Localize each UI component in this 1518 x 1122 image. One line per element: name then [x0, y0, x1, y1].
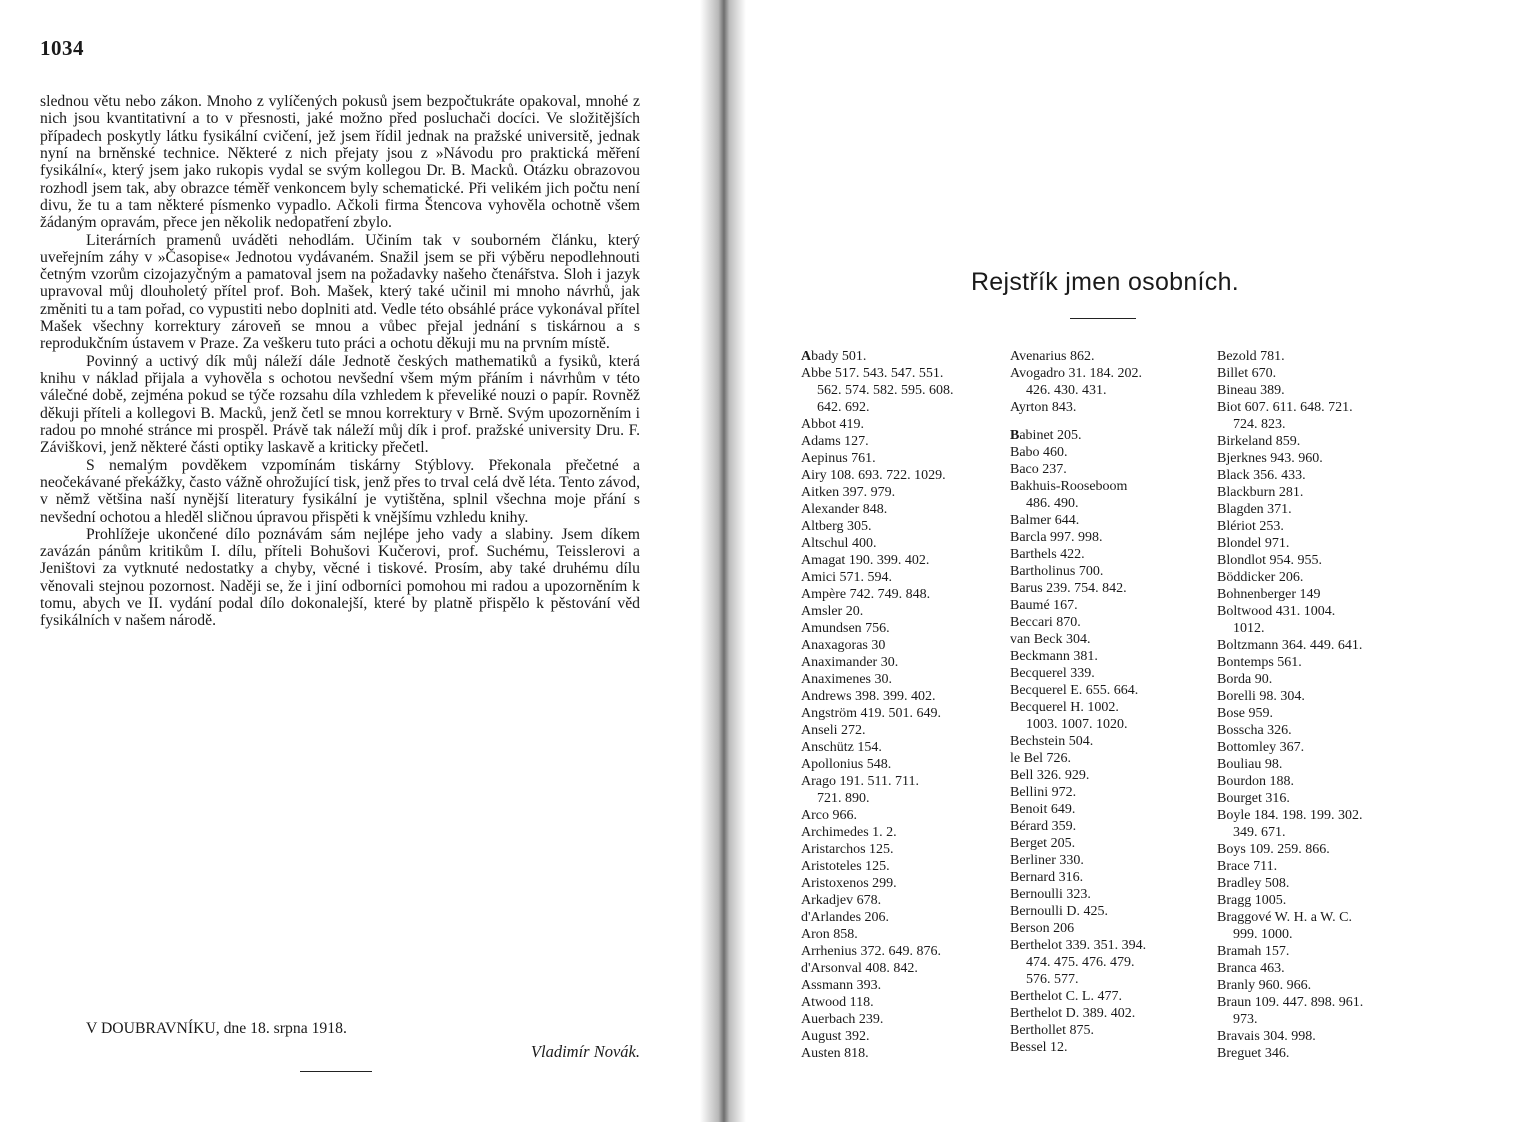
index-entry: Bohnenberger 149 [1217, 587, 1321, 602]
index-entry: Anaxagoras 30 [801, 638, 886, 653]
index-columns [801, 348, 1518, 1088]
index-entry: Bosscha 326. [1217, 723, 1292, 738]
index-entry: Altschul 400. [801, 536, 877, 551]
index-title: Rejstřík jmen osobních. [970, 268, 1240, 296]
index-entry: Anseli 272. [801, 723, 866, 738]
index-entry: Bourget 316. [1217, 791, 1290, 806]
index-entry: Bakhuis-Rooseboom [1010, 479, 1128, 494]
index-entry [1010, 427, 1210, 444]
index-entry: Boltzmann 364. 449. 641. [1217, 638, 1363, 653]
paragraph: S nemalým povděkem vzpomínám tiskárny Stýblovy. Překonala přečetné a neočekávané překážky, často vážně ohrožující tisk, jenž přes to trval celá dvě léta. Tento závod, v němž většina naší nynější literatury fysikální je vytištěna, splnil všechna moje přání s nevšední ochotou a hleděl sličnou úpravou přispěti k vnějšímu vzhledu knihy. [40, 456, 640, 526]
index-entry: Blondel 971. [1217, 536, 1290, 551]
paragraph: Povinný a uctivý dík můj náleží dále Jednotě českých mathematiků a fysiků, která knihu v náklad přijala a vyhověla s ochotou nevšední všem mým přáním i návrhům v této válečné době, zejména pokud se týče rozsahu díla vzhledem k převeliké nouzi o papír. Rovněž děkuji příteli a kollegovi B. Macků, jenž četl se mnou korrektury v Brně. Svým upozorněním i radou po mnohé stránce mi prospěl. Právě tak náleží můj dík i prof. pražské university Dru. F. Záviškovi, jenž některé části optiky laskavě a kriticky přečetl. [40, 352, 640, 457]
index-entry: Avogadro 31. 184. 202. [1010, 366, 1142, 381]
index-entry: Bragg 1005. [1217, 893, 1287, 908]
index-entry-text: bady 501. [811, 349, 867, 364]
index-entry: Ayrton 843. [1010, 400, 1077, 415]
index-entry: d'Arsonval 408. 842. [801, 961, 918, 976]
index-entry: Bineau 389. [1217, 383, 1285, 398]
index-entry: Amsler 20. [801, 604, 864, 619]
index-entry: Bell 326. 929. [1010, 768, 1090, 783]
index-entry: Barus 239. 754. 842. [1010, 581, 1127, 596]
index-entry: Boys 109. 259. 866. [1217, 842, 1330, 857]
right-page [744, 0, 1518, 1122]
paragraph: slednou větu nebo zákon. Mnoho z vylíčených pokusů jsem bezpočtukráte opakoval, mnohé z nich jsou kvantitativní a to v přesnosti, jaké možno před posluchači docíci. Ve složitějších případech poskytly látku fysikální cvičení, jež jsem řídil jednak na pražské universitě, jednak nyní na brněnské technice. Některé z nich přejaty jsou z »Návodu pro praktická měření fysikální«, který jsem jako rukopis vydal se svým kollegou Dr. B. Macků. Otázku obrazovou rozhodl jsem tak, aby obrazce téměř venkoncem byly schematické. Při velikém jich počtu není divu, že tu a tam některé písmenko vypadlo. Ačkoli firma Štencova vyhověla ochotně všem žádaným opravám, přece jen několik nedopatření zbylo. [40, 93, 640, 232]
index-entry: Angström 419. 501. 649. [801, 706, 941, 721]
index-entry: Branca 463. [1217, 961, 1285, 976]
index-entry: Babo 460. [1010, 445, 1068, 460]
author-signature: Vladimír Novák. [530, 1042, 640, 1061]
index-entry: Aristoteles 125. [801, 859, 890, 874]
index-entry: Altberg 305. [801, 519, 872, 534]
index-entry-continuation: 562. 574. 582. 595. 608. [817, 383, 954, 398]
index-entry: Borelli 98. 304. [1217, 689, 1305, 704]
index-entry: Anschütz 154. [801, 740, 882, 755]
divider-rule [300, 1071, 372, 1072]
index-entry: Berthelot C. L. 477. [1010, 989, 1122, 1004]
index-entry: Borda 90. [1217, 672, 1273, 687]
index-entry: Breguet 346. [1217, 1046, 1290, 1061]
index-entry: Bezold 781. [1217, 349, 1285, 364]
index-entry-continuation: 349. 671. [1233, 825, 1286, 840]
index-entry-continuation: 973. [1233, 1012, 1258, 1027]
paragraph: Prohlížeje ukončené dílo poznávám sám nejlépe jeho vady a slabiny. Jsem díkem zavázán pánům kritikům I. dílu, příteli Bohušovi Kučerovi, prof. Suchému, Teisslerovi a Jeništovi za vytknuté nedostatky a chyby, věcné i tiskové. Prosím, aby také druhému dílu věnovali stejnou pozornost. Naději se, že i jiní odborníci pomohou mi radou a upozorněním k tomu, abych ve II. vydání podal dílo dokonalejší, které by platně přispělo k pěstování věd fysikálních v našem národě. [40, 525, 640, 630]
index-entry-continuation: 1003. 1007. 1020. [1026, 717, 1128, 732]
left-page [0, 0, 705, 1122]
index-entry: Bravais 304. 998. [1217, 1029, 1316, 1044]
index-entry-text: abinet 205. [1019, 428, 1082, 443]
index-entry: d'Arlandes 206. [801, 910, 890, 925]
index-entry: Aepinus 761. [801, 451, 876, 466]
index-entry: Brace 711. [1217, 859, 1278, 874]
index-entry-continuation: 1012. [1233, 621, 1265, 636]
index-entry: Assmann 393. [801, 978, 882, 993]
index-entry: Adams 127. [801, 434, 869, 449]
index-entry: Abbe 517. 543. 547. 551. [801, 366, 944, 381]
index-entry: Bechstein 504. [1010, 734, 1094, 749]
index-entry [801, 348, 1001, 365]
index-entry: Bellini 972. [1010, 785, 1077, 800]
index-entry: Airy 108. 693. 722. 1029. [801, 468, 946, 483]
index-entry: Austen 818. [801, 1046, 869, 1061]
page-number: 1034 [40, 36, 84, 60]
index-entry: Amici 571. 594. [801, 570, 892, 585]
index-entry: Barthels 422. [1010, 547, 1085, 562]
index-entry-continuation: 724. 823. [1233, 417, 1286, 432]
index-entry-continuation: 486. 490. [1026, 496, 1079, 511]
index-entry: Berson 206 [1010, 921, 1075, 936]
index-entry: Bartholinus 700. [1010, 564, 1104, 579]
index-entry: Arrhenius 372. 649. 876. [801, 944, 941, 959]
index-entry: Anaximander 30. [801, 655, 899, 670]
index-entry: Beckmann 381. [1010, 649, 1098, 664]
index-entry: Amagat 190. 399. 402. [801, 553, 930, 568]
index-entry: Bessel 12. [1010, 1040, 1068, 1055]
index-entry: Bernoulli D. 425. [1010, 904, 1108, 919]
index-entry: Aristoxenos 299. [801, 876, 897, 891]
index-entry: Bjerknes 943. 960. [1217, 451, 1323, 466]
index-entry: Blagden 371. [1217, 502, 1292, 517]
index-column-1 [801, 348, 1001, 1062]
page-gutter [700, 0, 746, 1122]
index-entry: Alexander 848. [801, 502, 888, 517]
index-entry: August 392. [801, 1029, 870, 1044]
index-entry: Billet 670. [1217, 366, 1277, 381]
index-entry: Bouliau 98. [1217, 757, 1283, 772]
index-entry: Bramah 157. [1217, 944, 1290, 959]
index-entry: Aristarchos 125. [801, 842, 894, 857]
index-entry: Barcla 997. 998. [1010, 530, 1103, 545]
index-entry: Becquerel H. 1002. [1010, 700, 1119, 715]
index-entry-continuation: 576. 577. [1026, 972, 1079, 987]
index-entry: Becquerel 339. [1010, 666, 1095, 681]
index-entry: Beccari 870. [1010, 615, 1081, 630]
index-entry-continuation: 999. 1000. [1233, 927, 1293, 942]
index-entry: van Beck 304. [1010, 632, 1091, 647]
index-entry: Amundsen 756. [801, 621, 890, 636]
index-section-initial: B [1010, 428, 1020, 443]
index-entry: Benoit 649. [1010, 802, 1076, 817]
index-entry: Blackburn 281. [1217, 485, 1304, 500]
index-entry: Berthelot D. 389. 402. [1010, 1006, 1136, 1021]
index-entry: Braun 109. 447. 898. 961. [1217, 995, 1364, 1010]
preface-body [40, 93, 640, 630]
index-entry: Bottomley 367. [1217, 740, 1305, 755]
index-entry: Branly 960. 966. [1217, 978, 1312, 993]
index-entry: Aron 858. [801, 927, 858, 942]
index-entry: Birkeland 859. [1217, 434, 1301, 449]
index-entry: Balmer 644. [1010, 513, 1080, 528]
index-entry: Auerbach 239. [801, 1012, 884, 1027]
index-entry: Ampère 742. 749. 848. [801, 587, 931, 602]
index-entry: Archimedes 1. 2. [801, 825, 897, 840]
index-entry: Braggové W. H. a W. C. [1217, 910, 1352, 925]
index-entry: Bérard 359. [1010, 819, 1077, 834]
divider-rule [1070, 318, 1136, 319]
index-entry: Black 356. 433. [1217, 468, 1306, 483]
index-entry: Böddicker 206. [1217, 570, 1304, 585]
index-entry: Avenarius 862. [1010, 349, 1095, 364]
index-entry: Biot 607. 611. 648. 721. [1217, 400, 1353, 415]
index-entry: Boyle 184. 198. 199. 302. [1217, 808, 1363, 823]
index-entry: Anaximenes 30. [801, 672, 892, 687]
index-column-2 [1010, 348, 1210, 1056]
index-entry: Baumé 167. [1010, 598, 1078, 613]
index-column-3 [1217, 348, 1417, 1062]
index-entry-continuation: 426. 430. 431. [1026, 383, 1107, 398]
index-entry: Berthollet 875. [1010, 1023, 1094, 1038]
index-entry: Bradley 508. [1217, 876, 1290, 891]
index-entry: Arago 191. 511. 711. [801, 774, 919, 789]
index-entry: Bose 959. [1217, 706, 1273, 721]
index-entry: Blériot 253. [1217, 519, 1284, 534]
index-entry: Blondlot 954. 955. [1217, 553, 1323, 568]
index-entry: Apollonius 548. [801, 757, 892, 772]
index-entry: le Bel 726. [1010, 751, 1072, 766]
index-entry: Andrews 398. 399. 402. [801, 689, 936, 704]
index-entry: Baco 237. [1010, 462, 1067, 477]
index-entry: Berget 205. [1010, 836, 1076, 851]
index-entry: Bontemps 561. [1217, 655, 1302, 670]
index-entry: Becquerel E. 655. 664. [1010, 683, 1139, 698]
index-entry: Boltwood 431. 1004. [1217, 604, 1336, 619]
index-section-initial: A [801, 349, 812, 364]
index-entry: Arkadjev 678. [801, 893, 882, 908]
place-date: V DOUBRAVNÍKU, dne 18. srpna 1918. [86, 1020, 347, 1037]
index-entry-continuation: 642. 692. [817, 400, 870, 415]
index-entry: Bernard 316. [1010, 870, 1084, 885]
index-entry: Atwood 118. [801, 995, 874, 1010]
index-entry: Arco 966. [801, 808, 857, 823]
index-entry: Berthelot 339. 351. 394. [1010, 938, 1147, 953]
index-entry: Berliner 330. [1010, 853, 1084, 868]
index-entry: Bourdon 188. [1217, 774, 1294, 789]
paragraph: Literárních pramenů uváděti nehodlám. Učiním tak v souborném článku, který uveřejním záhy v »Časopise« Jednotou vydávaném. Snažil jsem se při výběru nepodlehnouti četným vzorům cizojazyčným a pamatoval jsem na požadavky našeho čtenářstva. Sloh i jazyk upravoval můj dlouholetý přítel prof. Boh. Mašek, který také učinil mi mnoho návrhů, jak změniti tu a tam pořad, co vypustiti nebo doplniti atd. Vedle této obsáhlé práce vykonával přítel Mašek všechny korrektury zároveň se mnou a vůbec přejal jednání s tiskárnou a s reprodukčním ústavem v Praze. Za veškeru tuto práci a ochotu děkuji mu na prvním místě. [40, 231, 640, 353]
index-entry: Bernoulli 323. [1010, 887, 1091, 902]
index-entry-continuation: 721. 890. [817, 791, 870, 806]
index-entry-continuation: 474. 475. 476. 479. [1026, 955, 1135, 970]
index-entry: Aitken 397. 979. [801, 485, 896, 500]
index-entry: Abbot 419. [801, 417, 864, 432]
